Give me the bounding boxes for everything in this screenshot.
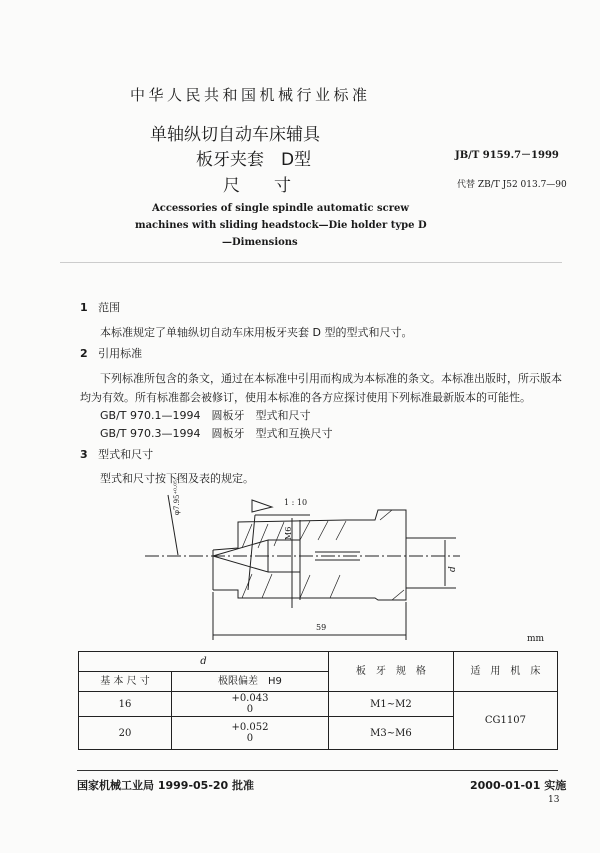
approval-info: 国家机械工业局 1999-05-20 批准 <box>77 779 255 792</box>
part-outline-left <box>213 520 346 598</box>
tolerance <box>172 717 329 750</box>
section-3-body: 型式和尺寸按下图及表的规定。 <box>100 472 254 485</box>
footer-rule <box>77 770 558 771</box>
page-number: 13 <box>548 795 560 805</box>
hatching <box>242 510 404 600</box>
header-tolerance: 极限偏差 H9 <box>172 672 329 692</box>
unit-label: mm <box>527 634 545 644</box>
length-label: 59 <box>316 623 327 632</box>
dimension-table <box>78 651 558 750</box>
replaces-standard: 代替 ZB/T J52 013.7—90 <box>457 180 567 190</box>
thread-label: M6 <box>284 526 293 540</box>
title-line-2: 板牙夹套 D型 <box>196 150 312 170</box>
die-spec: M1~M2 <box>328 692 453 717</box>
tolerance <box>172 692 329 717</box>
section-1-body: 本标准规定了单轴纵切自动车床用板牙夹套 D 型的型式和尺寸。 <box>100 326 413 339</box>
tol-lower: 0 <box>246 704 254 715</box>
die-spec: M3~M6 <box>328 717 453 750</box>
section-2-body-1: 下列标准所包含的条文，通过在本标准中引用而构成为本标准的条文。本标准出版时，所示版本 <box>100 372 562 385</box>
header-basic-size: 基 本 尺 寸 <box>79 672 172 692</box>
tol-lower: 0 <box>246 733 254 744</box>
basic-size: 16 <box>79 692 172 717</box>
section-num: 2 <box>80 347 88 360</box>
tol-upper: +0.043 <box>231 693 269 704</box>
section-title: 引用标准 <box>98 347 143 360</box>
taper-leader <box>248 515 255 590</box>
taper-label: 1 : 10 <box>284 498 308 507</box>
issuing-org: 中华人民共和国机械行业标准 <box>130 86 371 104</box>
d-label: d <box>448 566 458 572</box>
diameter-label: φ7.95⁺⁰·⁰⁵₀ <box>173 477 181 515</box>
standard-number: JB/T 9159.7－1999 <box>455 150 559 161</box>
section-num: 3 <box>80 448 88 461</box>
section-num: 1 <box>80 301 88 314</box>
section-2-body-2: 均为有效。所有标准都会被修订，使用本标准的各方应探讨使用下列标准最新版本的可能性。 <box>80 391 531 404</box>
machine: CG1107 <box>453 692 557 750</box>
tol-upper: +0.052 <box>231 722 269 733</box>
basic-size: 20 <box>79 717 172 750</box>
part-outline-right <box>346 510 406 600</box>
english-title-3: —Dimensions <box>222 237 298 248</box>
reference-1: GB/T 970.1—1994 圆板牙 型式和尺寸 <box>100 409 311 422</box>
header-die-spec: 板 牙 规 格 <box>328 652 453 692</box>
table-row <box>79 692 558 717</box>
english-title-2: machines with sliding headstock—Die holder type D <box>135 220 427 231</box>
taper-symbol-icon <box>252 500 272 512</box>
section-title: 范围 <box>98 301 121 314</box>
effective-date: 2000-01-01 实施 <box>470 779 567 792</box>
section-title: 型式和尺寸 <box>98 448 154 461</box>
reference-2: GB/T 970.3—1994 圆板牙 型式和互换尺寸 <box>100 427 333 440</box>
title-line-1: 单轴纵切自动车床辅具 <box>150 125 320 145</box>
english-title-1: Accessories of single spindle automatic screw <box>152 203 409 214</box>
header-machine: 适 用 机 床 <box>453 652 557 692</box>
title-line-3: 尺 寸 <box>223 176 291 196</box>
header-d: d <box>79 652 329 672</box>
